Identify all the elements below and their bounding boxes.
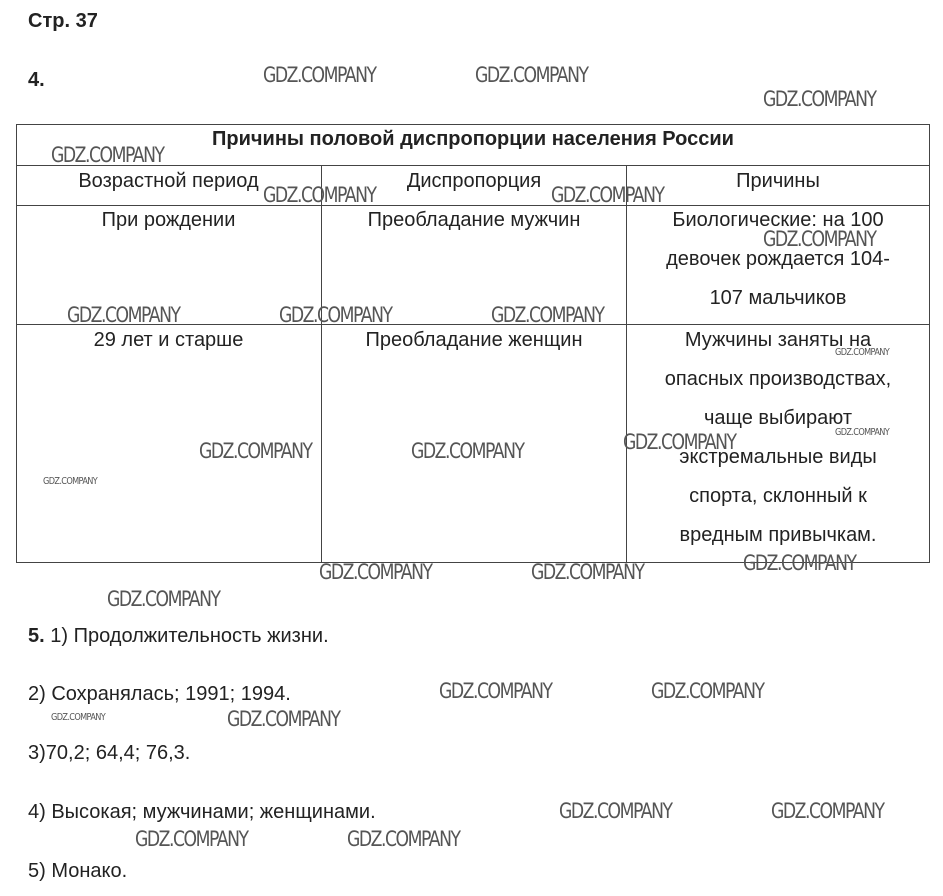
watermark: GDZ.COMPANY — [763, 87, 876, 111]
row2-reason-line: вредным привычкам. — [679, 524, 877, 546]
row1-period: При рождении — [101, 209, 236, 231]
watermark: GDZ.COMPANY — [743, 551, 856, 575]
watermark: GDZ.COMPANY — [347, 827, 460, 851]
watermark: GDZ.COMPANY — [319, 560, 432, 584]
watermark: GDZ.COMPANY — [559, 799, 672, 823]
table-border-right — [929, 124, 930, 563]
watermark: GDZ.COMPANY — [67, 303, 180, 327]
watermark: GDZ.COMPANY — [835, 427, 890, 438]
row2-reason-line: опасных производствах, — [664, 368, 892, 390]
watermark: GDZ.COMPANY — [531, 560, 644, 584]
watermark: GDZ.COMPANY — [771, 799, 884, 823]
table-border-top — [16, 124, 930, 125]
watermark: GDZ.COMPANY — [491, 303, 604, 327]
row2-reason-line: Мужчины заняты на — [684, 329, 872, 351]
row1-reasons — [627, 201, 929, 318]
answer-3: 3)70,2; 64,4; 76,3. — [28, 742, 191, 764]
row2-reasons — [627, 321, 929, 555]
watermark: GDZ.COMPANY — [651, 679, 764, 703]
row1-reason-line: Биологические: на 100 — [672, 209, 884, 231]
answer-2: 2) Сохранялась; 1991; 1994. — [28, 683, 291, 705]
answer-1-text: 1) Продолжительность жизни. — [50, 625, 329, 647]
table-title: Причины половой диспропорции населения России — [212, 128, 734, 150]
watermark: GDZ.COMPANY — [263, 183, 376, 207]
row2-reason-line: экстремальные виды — [679, 446, 877, 468]
task-5-number: 5. — [28, 625, 45, 647]
row2-reason-line: чаще выбирают — [703, 407, 853, 429]
answer-1 — [28, 624, 329, 648]
row1-reason-line: девочек рождается 104- — [666, 248, 890, 270]
watermark: GDZ.COMPANY — [763, 227, 876, 251]
table-header-reasons: Причины — [736, 170, 820, 192]
table-header-disproportion: Диспропорция — [406, 170, 542, 192]
watermark: GDZ.COMPANY — [43, 476, 98, 487]
watermark: GDZ.COMPANY — [623, 430, 736, 454]
answer-4: 4) Высокая; мужчинами; женщинами. — [28, 801, 376, 823]
watermark: GDZ.COMPANY — [263, 63, 376, 87]
row2-period: 29 лет и старше — [93, 329, 244, 351]
watermark: GDZ.COMPANY — [107, 587, 220, 611]
watermark: GDZ.COMPANY — [279, 303, 392, 327]
table-header-period: Возрастной период — [78, 170, 259, 192]
task-4-number: 4. — [28, 69, 45, 91]
watermark: GDZ.COMPANY — [439, 679, 552, 703]
watermark: GDZ.COMPANY — [411, 439, 524, 463]
watermark: GDZ.COMPANY — [51, 143, 164, 167]
table-border-bottom — [16, 562, 930, 563]
answer-5: 5) Монако. — [28, 860, 128, 882]
row1-reason-line: 107 мальчиков — [709, 287, 847, 309]
watermark: GDZ.COMPANY — [835, 347, 890, 358]
watermark: GDZ.COMPANY — [551, 183, 664, 207]
disproportion-table — [16, 124, 930, 563]
row2-reason-line: спорта, склонный к — [689, 485, 867, 507]
page-heading: Стр. 37 — [28, 10, 98, 32]
watermark: GDZ.COMPANY — [199, 439, 312, 463]
watermark: GDZ.COMPANY — [135, 827, 248, 851]
watermark: GDZ.COMPANY — [51, 712, 106, 723]
row2-disproportion: Преобладание женщин — [365, 329, 583, 351]
watermark: GDZ.COMPANY — [227, 707, 340, 731]
watermark: GDZ.COMPANY — [475, 63, 588, 87]
row1-disproportion: Преобладание мужчин — [367, 209, 581, 231]
